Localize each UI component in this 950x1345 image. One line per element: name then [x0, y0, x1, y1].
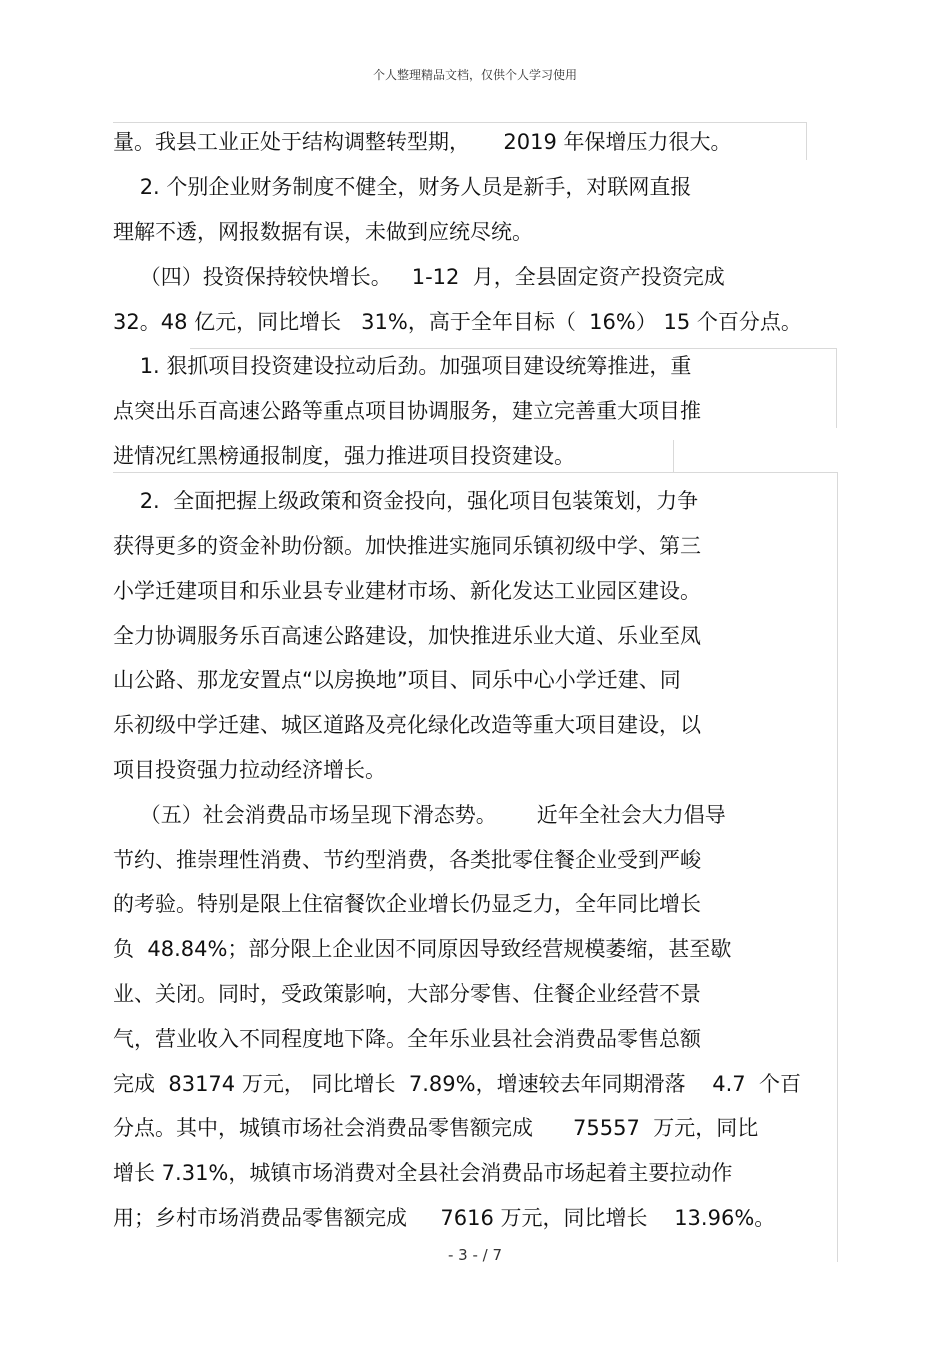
- body-line: 进情况红黑榜通报制度，强力推进项目投资建设。: [113, 444, 575, 468]
- body-line: 2. 个别企业财务制度不健全，财务人员是新手，对联网直报: [113, 175, 692, 199]
- frame-rule: [190, 348, 836, 349]
- body-line: 乐初级中学迁建、城区道路及亮化绿化改造等重大项目建设，以: [113, 713, 701, 737]
- body-line: 完成 83174 万元， 同比增长 7.89%，增速较去年同期滑落 4.7 个百: [113, 1072, 802, 1096]
- frame-rule: [836, 348, 837, 428]
- body-line: 分点。其中，城镇市场社会消费品零售额完成 75557 万元，同比: [113, 1116, 759, 1140]
- frame-rule: [113, 472, 837, 473]
- page-header: 个人整理精品文档，仅供个人学习使用: [372, 68, 577, 82]
- body-line: 业、关闭。同时，受政策影响，大部分零售、住餐企业经营不景: [113, 982, 701, 1006]
- body-line: 全力协调服务乐百高速公路建设，加快推进乐业大道、乐业至凤: [113, 624, 701, 648]
- page-number: - 3 - / 7: [447, 1246, 503, 1264]
- body-line: 项目投资强力拉动经济增长。: [113, 758, 386, 782]
- frame-rule: [837, 472, 838, 1262]
- body-line: 增长 7.31%，城镇市场消费对全县社会消费品市场起着主要拉动作: [113, 1161, 733, 1185]
- body-line: 获得更多的资金补助份额。加快推进实施同乐镇初级中学、第三: [113, 534, 701, 558]
- body-line: （五）社会消费品市场呈现下滑态势。 近年全社会大力倡导: [113, 803, 726, 827]
- frame-rule: [806, 122, 807, 160]
- body-line: 理解不透，网报数据有误，未做到应统尽统。: [113, 220, 533, 244]
- body-line: 的考验。特别是限上住宿餐饮企业增长仍显乏力，全年同比增长: [113, 892, 701, 916]
- frame-rule: [113, 122, 806, 123]
- body-line: 量。我县工业正处于结构调整转型期， 2019 年保增压力很大。: [113, 130, 732, 154]
- body-line: 节约、推崇理性消费、节约型消费，各类批零住餐企业受到严峻: [113, 848, 701, 872]
- body-line: 气，营业收入不同程度地下降。全年乐业县社会消费品零售总额: [113, 1027, 701, 1051]
- body-line: 负 48.84%；部分限上企业因不同原因导致经营规模萎缩，甚至歇: [113, 937, 732, 961]
- frame-rule: [673, 440, 674, 472]
- body-line: 用；乡村市场消费品零售额完成 7616 万元，同比增长 13.96%。: [113, 1206, 776, 1230]
- body-line: 山公路、那龙安置点“以房换地”项目、同乐中心小学迁建、同: [113, 668, 681, 692]
- body-line: 32。48 亿元，同比增长 31%，高于全年目标（ 16%） 15 个百分点。: [113, 310, 802, 334]
- body-line: 1. 狠抓项目投资建设拉动后劲。加强项目建设统筹推进，重: [113, 354, 692, 378]
- body-line: （四）投资保持较快增长。 1-12 月，全县固定资产投资完成: [113, 265, 725, 289]
- body-line: 点突出乐百高速公路等重点项目协调服务，建立完善重大项目推: [113, 399, 701, 423]
- body-line: 2. 全面把握上级政策和资金投向，强化项目包装策划，力争: [113, 489, 699, 513]
- body-line: 小学迁建项目和乐业县专业建材市场、新化发达工业园区建设。: [113, 579, 701, 603]
